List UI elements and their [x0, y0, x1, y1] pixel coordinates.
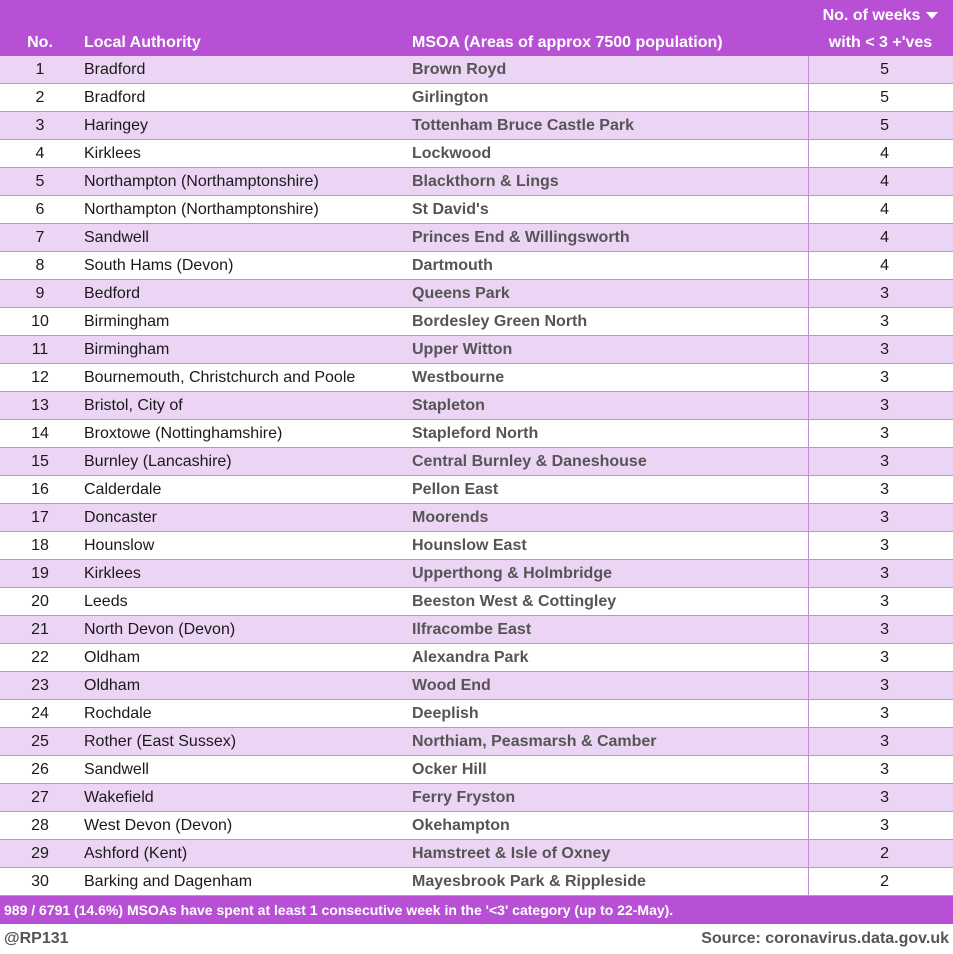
cell-local-authority: Broxtowe (Nottinghamshire): [80, 420, 408, 448]
cell-local-authority: Calderdale: [80, 476, 408, 504]
cell-no: 7: [0, 224, 80, 252]
cell-msoa: Upperthong & Holmbridge: [408, 560, 808, 588]
cell-local-authority: Northampton (Northamptonshire): [80, 196, 408, 224]
footer-note: 989 / 6791 (14.6%) MSOAs have spent at least 1 consecutive week in the '<3' category (up to 22-May).: [0, 896, 953, 924]
cell-weeks: 5: [808, 56, 953, 84]
table-row: [0, 308, 953, 336]
cell-local-authority: Bradford: [80, 56, 408, 84]
cell-msoa: Wood End: [408, 672, 808, 700]
table-row: [0, 840, 953, 868]
cell-local-authority: Kirklees: [80, 140, 408, 168]
cell-local-authority: Rochdale: [80, 700, 408, 728]
cell-no: 25: [0, 728, 80, 756]
cell-local-authority: Birmingham: [80, 308, 408, 336]
cell-no: 29: [0, 840, 80, 868]
cell-msoa: Pellon East: [408, 476, 808, 504]
cell-weeks: 3: [808, 336, 953, 364]
cell-local-authority: Burnley (Lancashire): [80, 448, 408, 476]
cell-weeks: 3: [808, 784, 953, 812]
cell-weeks: 2: [808, 868, 953, 896]
cell-msoa: Alexandra Park: [408, 644, 808, 672]
cell-msoa: Okehampton: [408, 812, 808, 840]
cell-weeks: 4: [808, 252, 953, 280]
table-row: [0, 756, 953, 784]
cell-msoa: Blackthorn & Lings: [408, 168, 808, 196]
cell-local-authority: Sandwell: [80, 756, 408, 784]
cell-msoa: Stapleford North: [408, 420, 808, 448]
table-row: [0, 532, 953, 560]
cell-no: 28: [0, 812, 80, 840]
table-row: [0, 280, 953, 308]
triangle-down-icon[interactable]: [926, 12, 938, 19]
cell-msoa: Mayesbrook Park & Rippleside: [408, 868, 808, 896]
cell-weeks: 4: [808, 140, 953, 168]
cell-msoa: Hounslow East: [408, 532, 808, 560]
cell-msoa: Girlington: [408, 84, 808, 112]
cell-local-authority: West Devon (Devon): [80, 812, 408, 840]
cell-msoa: Ocker Hill: [408, 756, 808, 784]
cell-weeks: 3: [808, 616, 953, 644]
cell-no: 10: [0, 308, 80, 336]
cell-weeks: 5: [808, 84, 953, 112]
cell-msoa: Tottenham Bruce Castle Park: [408, 112, 808, 140]
table-row: [0, 700, 953, 728]
cell-weeks: 3: [808, 756, 953, 784]
cell-msoa: Hamstreet & Isle of Oxney: [408, 840, 808, 868]
header-weeks-line1: No. of weeks: [822, 7, 921, 24]
cell-msoa: Stapleton: [408, 392, 808, 420]
cell-weeks: 2: [808, 840, 953, 868]
cell-no: 27: [0, 784, 80, 812]
cell-msoa: Moorends: [408, 504, 808, 532]
cell-local-authority: Kirklees: [80, 560, 408, 588]
cell-local-authority: Bradford: [80, 84, 408, 112]
cell-local-authority: Rother (East Sussex): [80, 728, 408, 756]
cell-msoa: Beeston West & Cottingley: [408, 588, 808, 616]
cell-weeks: 5: [808, 112, 953, 140]
cell-no: 18: [0, 532, 80, 560]
table-row: [0, 56, 953, 84]
cell-msoa: Northiam, Peasmarsh & Camber: [408, 728, 808, 756]
header-row: [0, 0, 953, 56]
cell-msoa: St David's: [408, 196, 808, 224]
cell-local-authority: Northampton (Northamptonshire): [80, 168, 408, 196]
cell-local-authority: Birmingham: [80, 336, 408, 364]
cell-msoa: Deeplish: [408, 700, 808, 728]
cell-local-authority: North Devon (Devon): [80, 616, 408, 644]
cell-weeks: 3: [808, 364, 953, 392]
cell-msoa: Central Burnley & Daneshouse: [408, 448, 808, 476]
table-row: [0, 84, 953, 112]
table-row: [0, 476, 953, 504]
cell-weeks: 3: [808, 728, 953, 756]
table-row: [0, 364, 953, 392]
cell-no: 1: [0, 56, 80, 84]
cell-weeks: 4: [808, 196, 953, 224]
table-row: [0, 336, 953, 364]
cell-weeks: 3: [808, 280, 953, 308]
cell-weeks: 3: [808, 448, 953, 476]
table-row: [0, 588, 953, 616]
cell-no: 9: [0, 280, 80, 308]
cell-local-authority: Haringey: [80, 112, 408, 140]
cell-local-authority: Barking and Dagenham: [80, 868, 408, 896]
cell-no: 5: [0, 168, 80, 196]
cell-weeks: 4: [808, 168, 953, 196]
cell-no: 13: [0, 392, 80, 420]
cell-local-authority: Sandwell: [80, 224, 408, 252]
cell-no: 26: [0, 756, 80, 784]
cell-local-authority: Bedford: [80, 280, 408, 308]
cell-local-authority: Wakefield: [80, 784, 408, 812]
cell-local-authority: Doncaster: [80, 504, 408, 532]
table-row: [0, 812, 953, 840]
cell-no: 30: [0, 868, 80, 896]
cell-local-authority: Leeds: [80, 588, 408, 616]
table-row: [0, 224, 953, 252]
cell-no: 14: [0, 420, 80, 448]
table-body: [0, 56, 953, 896]
header-weeks[interactable]: [808, 0, 953, 56]
cell-no: 3: [0, 112, 80, 140]
cell-no: 4: [0, 140, 80, 168]
cell-msoa: Lockwood: [408, 140, 808, 168]
cell-weeks: 3: [808, 812, 953, 840]
cell-no: 8: [0, 252, 80, 280]
table-row: [0, 112, 953, 140]
cell-no: 23: [0, 672, 80, 700]
cell-local-authority: Oldham: [80, 672, 408, 700]
table-row: [0, 644, 953, 672]
header-local-authority[interactable]: Local Authority: [80, 0, 408, 56]
header-weeks-line2: with < 3 +'ves: [828, 34, 933, 51]
cell-msoa: Queens Park: [408, 280, 808, 308]
cell-no: 11: [0, 336, 80, 364]
credit-right: Source: coronavirus.data.gov.uk: [701, 930, 949, 947]
cell-msoa: Ilfracombe East: [408, 616, 808, 644]
table-row: [0, 728, 953, 756]
cell-msoa: Upper Witton: [408, 336, 808, 364]
header-msoa[interactable]: MSOA (Areas of approx 7500 population): [408, 0, 808, 56]
cell-no: 21: [0, 616, 80, 644]
cell-weeks: 3: [808, 588, 953, 616]
cell-no: 6: [0, 196, 80, 224]
cell-weeks: 3: [808, 532, 953, 560]
table-row: [0, 196, 953, 224]
cell-no: 16: [0, 476, 80, 504]
cell-weeks: 3: [808, 644, 953, 672]
cell-weeks: 3: [808, 308, 953, 336]
table-row: [0, 784, 953, 812]
cell-weeks: 4: [808, 224, 953, 252]
table-row: [0, 448, 953, 476]
table-row: [0, 560, 953, 588]
cell-no: 12: [0, 364, 80, 392]
cell-msoa: Westbourne: [408, 364, 808, 392]
cell-no: 20: [0, 588, 80, 616]
cell-no: 24: [0, 700, 80, 728]
cell-weeks: 3: [808, 700, 953, 728]
table-row: [0, 140, 953, 168]
cell-weeks: 3: [808, 560, 953, 588]
cell-local-authority: Bristol, City of: [80, 392, 408, 420]
table-row: [0, 672, 953, 700]
credits: [0, 924, 953, 954]
cell-weeks: 3: [808, 392, 953, 420]
cell-no: 17: [0, 504, 80, 532]
table-row: [0, 504, 953, 532]
cell-msoa: Bordesley Green North: [408, 308, 808, 336]
table-row: [0, 868, 953, 896]
cell-msoa: Princes End & Willingsworth: [408, 224, 808, 252]
credit-left: @RP131: [4, 930, 69, 947]
cell-weeks: 3: [808, 420, 953, 448]
cell-local-authority: Ashford (Kent): [80, 840, 408, 868]
cell-local-authority: South Hams (Devon): [80, 252, 408, 280]
table-row: [0, 252, 953, 280]
table-row: [0, 392, 953, 420]
cell-msoa: Ferry Fryston: [408, 784, 808, 812]
cell-no: 2: [0, 84, 80, 112]
cell-no: 22: [0, 644, 80, 672]
cell-weeks: 3: [808, 504, 953, 532]
cell-msoa: Brown Royd: [408, 56, 808, 84]
cell-no: 15: [0, 448, 80, 476]
cell-weeks: 3: [808, 672, 953, 700]
table-row: [0, 168, 953, 196]
cell-local-authority: Oldham: [80, 644, 408, 672]
cell-msoa: Dartmouth: [408, 252, 808, 280]
table-row: [0, 616, 953, 644]
table-row: [0, 420, 953, 448]
cell-local-authority: Hounslow: [80, 532, 408, 560]
cell-weeks: 3: [808, 476, 953, 504]
cell-local-authority: Bournemouth, Christchurch and Poole: [80, 364, 408, 392]
header-no[interactable]: No.: [0, 0, 80, 56]
cell-no: 19: [0, 560, 80, 588]
